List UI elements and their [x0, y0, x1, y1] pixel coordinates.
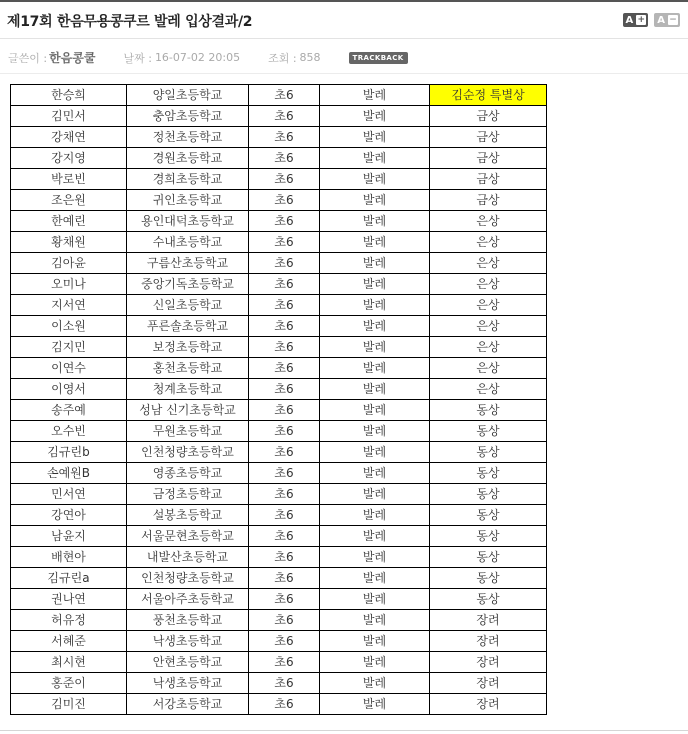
trackback-button[interactable]: TRACKBACK [349, 52, 408, 64]
school-cell: 충암초등학교 [127, 106, 249, 127]
award-cell: 은상 [430, 358, 547, 379]
grade-cell: 초6 [249, 610, 320, 631]
name-cell: 조은원 [11, 190, 127, 211]
school-cell: 낙생초등학교 [127, 631, 249, 652]
school-cell: 정천초등학교 [127, 127, 249, 148]
table-row [11, 274, 547, 295]
name-cell: 이소원 [11, 316, 127, 337]
award-cell: 동상 [430, 589, 547, 610]
grade-cell: 초6 [249, 232, 320, 253]
grade-cell: 초6 [249, 568, 320, 589]
table-row [11, 400, 547, 421]
genre-cell: 발레 [320, 169, 430, 190]
font-decrease-button[interactable] [654, 13, 680, 27]
post-header [0, 0, 688, 38]
name-cell: 이영서 [11, 379, 127, 400]
award-cell: 은상 [430, 253, 547, 274]
name-cell: 서혜준 [11, 631, 127, 652]
table-row [11, 337, 547, 358]
name-cell: 박로빈 [11, 169, 127, 190]
name-cell: 허유정 [11, 610, 127, 631]
genre-cell: 발레 [320, 190, 430, 211]
school-cell: 서강초등학교 [127, 694, 249, 715]
table-row [11, 463, 547, 484]
grade-cell: 초6 [249, 421, 320, 442]
name-cell: 강지영 [11, 148, 127, 169]
school-cell: 구름산초등학교 [127, 253, 249, 274]
grade-cell: 초6 [249, 547, 320, 568]
school-cell: 성남 신기초등학교 [127, 400, 249, 421]
award-cell: 동상 [430, 526, 547, 547]
award-cell: 은상 [430, 316, 547, 337]
grade-cell: 초6 [249, 505, 320, 526]
award-cell: 동상 [430, 568, 547, 589]
name-cell: 민서연 [11, 484, 127, 505]
grade-cell: 초6 [249, 337, 320, 358]
grade-cell: 초6 [249, 463, 320, 484]
school-cell: 안현초등학교 [127, 652, 249, 673]
font-size-controls [623, 13, 681, 27]
award-cell: 장려 [430, 652, 547, 673]
school-cell: 용인대덕초등학교 [127, 211, 249, 232]
post-meta [8, 49, 408, 66]
genre-cell: 발레 [320, 295, 430, 316]
font-increase-button[interactable] [623, 13, 649, 27]
view-count: 858 [299, 51, 321, 64]
table-row [11, 652, 547, 673]
name-cell: 최시현 [11, 652, 127, 673]
grade-cell: 초6 [249, 400, 320, 421]
school-cell: 경원초등학교 [127, 148, 249, 169]
grade-cell: 초6 [249, 379, 320, 400]
name-cell: 한예린 [11, 211, 127, 232]
grade-cell: 초6 [249, 106, 320, 127]
genre-cell: 발레 [320, 106, 430, 127]
award-cell: 은상 [430, 379, 547, 400]
grade-cell: 초6 [249, 442, 320, 463]
genre-cell: 발레 [320, 421, 430, 442]
award-cell: 장려 [430, 631, 547, 652]
genre-cell: 발레 [320, 589, 430, 610]
award-cell: 장려 [430, 694, 547, 715]
genre-cell: 발레 [320, 274, 430, 295]
grade-cell: 초6 [249, 484, 320, 505]
name-cell: 김규린a [11, 568, 127, 589]
school-cell: 보정초등학교 [127, 337, 249, 358]
name-cell: 남윤지 [11, 526, 127, 547]
genre-cell: 발레 [320, 316, 430, 337]
post-title: 제17회 한음무용콩쿠르 발레 입상결과/2 [7, 14, 253, 30]
genre-cell: 발레 [320, 463, 430, 484]
table-row [11, 232, 547, 253]
name-cell: 이연수 [11, 358, 127, 379]
table-row [11, 106, 547, 127]
table-row [11, 421, 547, 442]
grade-cell: 초6 [249, 127, 320, 148]
grade-cell: 초6 [249, 526, 320, 547]
award-cell: 금상 [430, 148, 547, 169]
school-cell: 양일초등학교 [127, 85, 249, 106]
table-row [11, 295, 547, 316]
genre-cell: 발레 [320, 379, 430, 400]
genre-cell: 발레 [320, 526, 430, 547]
award-cell: 금상 [430, 127, 547, 148]
school-cell: 귀인초등학교 [127, 190, 249, 211]
table-row [11, 568, 547, 589]
genre-cell: 발레 [320, 547, 430, 568]
school-cell: 서울아주초등학교 [127, 589, 249, 610]
award-cell: 김순정 특별상 [430, 85, 547, 106]
name-cell: 강연아 [11, 505, 127, 526]
table-row [11, 547, 547, 568]
school-cell: 신일초등학교 [127, 295, 249, 316]
award-cell: 은상 [430, 337, 547, 358]
school-cell: 금정초등학교 [127, 484, 249, 505]
grade-cell: 초6 [249, 148, 320, 169]
genre-cell: 발레 [320, 694, 430, 715]
name-cell: 홍준이 [11, 673, 127, 694]
genre-cell: 발레 [320, 127, 430, 148]
divider [0, 730, 688, 731]
table-row [11, 484, 547, 505]
table-row [11, 694, 547, 715]
school-cell: 내발산초등학교 [127, 547, 249, 568]
name-cell: 김민서 [11, 106, 127, 127]
school-cell: 푸른솔초등학교 [127, 316, 249, 337]
views-label: 조회 : [268, 51, 297, 65]
table-row [11, 253, 547, 274]
genre-cell: 발레 [320, 652, 430, 673]
table-row [11, 505, 547, 526]
name-cell: 송주예 [11, 400, 127, 421]
table-row [11, 127, 547, 148]
genre-cell: 발레 [320, 673, 430, 694]
school-cell: 중앙기독초등학교 [127, 274, 249, 295]
results-table [10, 84, 547, 715]
award-cell: 장려 [430, 673, 547, 694]
table-row [11, 589, 547, 610]
school-cell: 낙생초등학교 [127, 673, 249, 694]
award-cell: 동상 [430, 400, 547, 421]
name-cell: 김규린b [11, 442, 127, 463]
grade-cell: 초6 [249, 169, 320, 190]
table-row [11, 631, 547, 652]
table-row [11, 85, 547, 106]
table-row [11, 358, 547, 379]
award-cell: 동상 [430, 547, 547, 568]
name-cell: 한승희 [11, 85, 127, 106]
table-row [11, 610, 547, 631]
grade-cell: 초6 [249, 316, 320, 337]
name-cell: 손예원B [11, 463, 127, 484]
results-table-body [11, 85, 547, 715]
grade-cell: 초6 [249, 211, 320, 232]
font-letter-icon: A [657, 14, 665, 26]
award-cell: 금상 [430, 169, 547, 190]
grade-cell: 초6 [249, 652, 320, 673]
plus-icon: + [637, 15, 646, 25]
author-label: 글쓴이 : [8, 51, 48, 65]
genre-cell: 발레 [320, 211, 430, 232]
genre-cell: 발레 [320, 610, 430, 631]
grade-cell: 초6 [249, 274, 320, 295]
school-cell: 인천청량초등학교 [127, 442, 249, 463]
name-cell: 황채원 [11, 232, 127, 253]
name-cell: 김아윤 [11, 253, 127, 274]
award-cell: 동상 [430, 463, 547, 484]
school-cell: 풍천초등학교 [127, 610, 249, 631]
genre-cell: 발레 [320, 442, 430, 463]
genre-cell: 발레 [320, 337, 430, 358]
font-letter-icon: A [625, 14, 634, 26]
table-row [11, 169, 547, 190]
school-cell: 경희초등학교 [127, 169, 249, 190]
table-row [11, 190, 547, 211]
table-row [11, 673, 547, 694]
post-date: 16-07-02 20:05 [154, 51, 241, 64]
name-cell: 배현아 [11, 547, 127, 568]
minus-icon: − [669, 15, 677, 25]
grade-cell: 초6 [249, 673, 320, 694]
school-cell: 홍천초등학교 [127, 358, 249, 379]
school-cell: 설봉초등학교 [127, 505, 249, 526]
table-row [11, 211, 547, 232]
name-cell: 오수빈 [11, 421, 127, 442]
genre-cell: 발레 [320, 631, 430, 652]
name-cell: 김지민 [11, 337, 127, 358]
date-label: 날짜 : [123, 51, 152, 65]
award-cell: 은상 [430, 232, 547, 253]
table-row [11, 316, 547, 337]
award-cell: 은상 [430, 295, 547, 316]
award-cell: 금상 [430, 106, 547, 127]
genre-cell: 발레 [320, 253, 430, 274]
grade-cell: 초6 [249, 190, 320, 211]
name-cell: 오미나 [11, 274, 127, 295]
grade-cell: 초6 [249, 295, 320, 316]
grade-cell: 초6 [249, 358, 320, 379]
award-cell: 동상 [430, 505, 547, 526]
name-cell: 강채연 [11, 127, 127, 148]
name-cell: 김미진 [11, 694, 127, 715]
school-cell: 청계초등학교 [127, 379, 249, 400]
name-cell: 권나연 [11, 589, 127, 610]
author-name[interactable]: 한음콩쿨 [49, 51, 96, 65]
award-cell: 은상 [430, 274, 547, 295]
genre-cell: 발레 [320, 505, 430, 526]
table-row [11, 526, 547, 547]
table-row [11, 148, 547, 169]
grade-cell: 초6 [249, 631, 320, 652]
school-cell: 인천청량초등학교 [127, 568, 249, 589]
award-cell: 동상 [430, 442, 547, 463]
grade-cell: 초6 [249, 253, 320, 274]
genre-cell: 발레 [320, 85, 430, 106]
divider [0, 73, 688, 74]
award-cell: 은상 [430, 211, 547, 232]
grade-cell: 초6 [249, 85, 320, 106]
genre-cell: 발레 [320, 568, 430, 589]
genre-cell: 발레 [320, 232, 430, 253]
table-row [11, 379, 547, 400]
school-cell: 수내초등학교 [127, 232, 249, 253]
award-cell: 금상 [430, 190, 547, 211]
genre-cell: 발레 [320, 358, 430, 379]
award-cell: 동상 [430, 421, 547, 442]
genre-cell: 발레 [320, 484, 430, 505]
divider [0, 38, 688, 39]
genre-cell: 발레 [320, 400, 430, 421]
award-cell: 동상 [430, 484, 547, 505]
school-cell: 서울문현초등학교 [127, 526, 249, 547]
grade-cell: 초6 [249, 694, 320, 715]
name-cell: 지서연 [11, 295, 127, 316]
genre-cell: 발레 [320, 148, 430, 169]
award-cell: 장려 [430, 610, 547, 631]
school-cell: 영종초등학교 [127, 463, 249, 484]
grade-cell: 초6 [249, 589, 320, 610]
table-row [11, 442, 547, 463]
school-cell: 무원초등학교 [127, 421, 249, 442]
